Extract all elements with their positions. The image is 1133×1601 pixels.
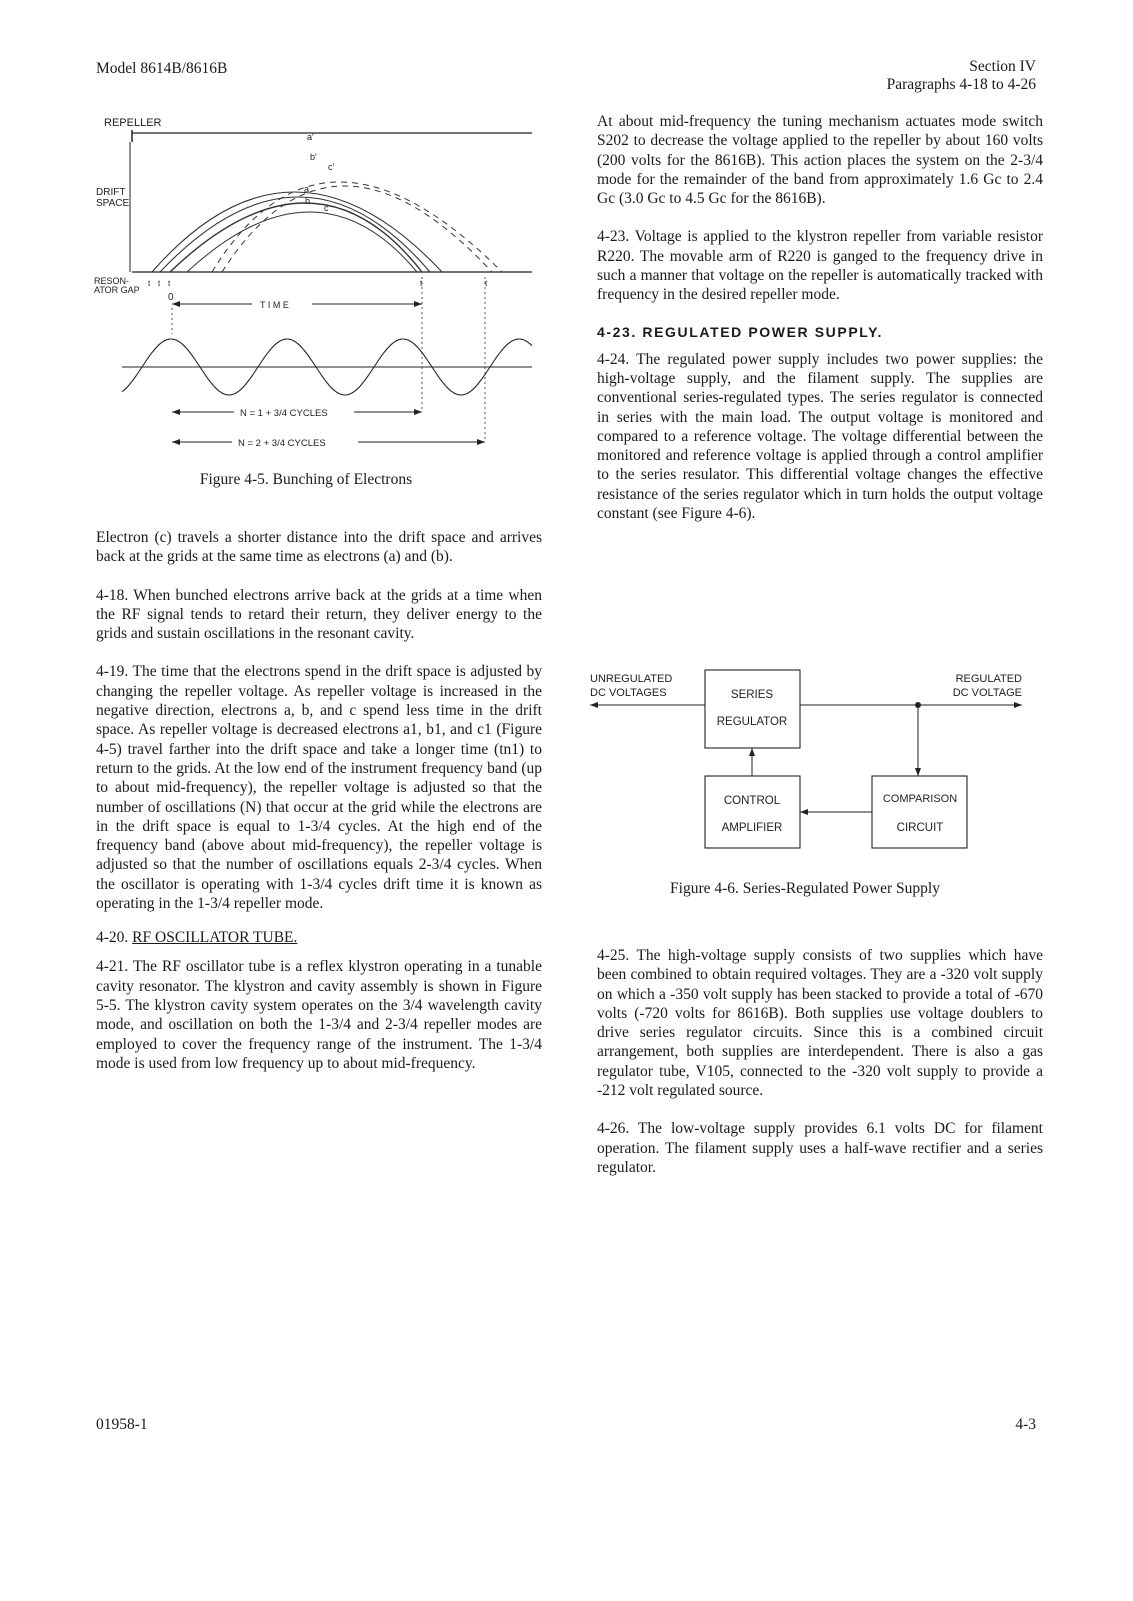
paragraph-4-20-number: 4-20. <box>96 929 129 947</box>
paragraph-4-21: 4-21. The RF oscillator tube is a reflex klystron operating in a tunable cavity resonator. The klystron and cavity assembly is shown in Figure 5-5. The klystron cavity system operates on the 3/4 wavelength cavity mode, and oscillation on both the 1-3/4 and 2-3/4 repeller modes are employed to cover the frequency range of the instrument. The 1-3/4 mode is used from low frequency up to about mid-frequency. <box>96 958 542 1072</box>
time-tick-labels <box>148 279 488 288</box>
label-n2: N = 2 + 3/4 CYCLES <box>238 438 326 449</box>
svg-text:t: t <box>168 279 171 288</box>
figure-4-6-block-diagram <box>590 668 1050 868</box>
svg-text:c: c <box>324 203 329 213</box>
header-model: Model 8614B/8616B <box>96 60 228 77</box>
label-drift: DRIFT <box>96 187 126 198</box>
footer-doc-number: 01958-1 <box>96 1416 148 1433</box>
left-column <box>96 528 542 1073</box>
paragraph-4-19: 4-19. The time that the electrons spend in the drift space is adjusted by changing the repeller voltage. As repeller voltage is increased in the negative direction, electrons a, b, and c spend less time in the drift space. As repeller voltage is decreased electrons a1, b1, and c1 (Figure 4-5) travel farther into the drift space and take a longer time (tn1) to return to the grids. At the low end of the instrument frequency band (up to about mid-frequency), the repeller voltage is adjusted so that the number of oscillations (N) that occur at the grid while the electrons are in the drift space is equal to 1-3/4 cycles. At the high end of the frequency band (above about mid-frequency), the repeller voltage is adjusted so that the number of oscillations equals 2-3/4 cycles. When the oscillator is operating with 1-3/4 cycles drift time it is known as operating in the 1-3/4 repeller mode. <box>96 663 542 913</box>
label-dc-voltages: DC VOLTAGES <box>590 687 667 699</box>
control-amplifier-box <box>705 776 800 848</box>
label-n1: N = 1 + 3/4 CYCLES <box>240 408 328 419</box>
label-repeller: REPELLER <box>104 117 162 129</box>
svg-text:a: a <box>304 184 310 194</box>
paragraph-electron-c: Electron (c) travels a shorter distance into the drift space and arrives back at the grids at the same time as electrons (a) and (b). <box>96 529 542 566</box>
label-zero: 0 <box>168 292 174 303</box>
svg-text:t: t <box>148 279 151 288</box>
header-section-block <box>887 58 1036 94</box>
label-reson: RESON- <box>94 276 130 286</box>
paragraph-4-26: 4-26. The low-voltage supply provides 6.1 volts DC for filament operation. The filament supply uses a half-wave rectifier and a series regulator. <box>597 1120 1043 1176</box>
paragraph-4-20-title <box>96 929 542 947</box>
figure-4-5-bunching-diagram <box>92 112 552 472</box>
svg-text:b: b <box>305 196 311 206</box>
footer-page-number: 4-3 <box>1015 1416 1036 1433</box>
right-column-lower <box>597 946 1043 1177</box>
section-heading-regulated-power-supply: 4-23. REGULATED POWER SUPPLY. <box>597 323 884 340</box>
paragraph-4-23a: 4-23. Voltage is applied to the klystron repeller from variable resistor R220. The movable arm of R220 is ganged to the frequency drive in such a manner that voltage on the repeller is automatically tracked with frequency in the desired repeller mode. <box>597 228 1043 304</box>
paragraph-4-25: 4-25. The high-voltage supply consists of two supplies which have been combined to obtain required voltages. They are a -320 volt supply on which a -350 volt supply has been stacked to provide a total of -670 volts (-720 volts for 8616B). Both supplies use voltage doublers to drive series regulator circuits. Since this is a combined circuit arrangement, both supplies are interdependent. There is also a gas regulator tube, V105, connected to the -320 volt supply to provide a -212 volt regulated source. <box>597 947 1043 1100</box>
header-section: Section IV <box>969 58 1036 75</box>
comparison-circuit-box <box>872 776 967 848</box>
comparison-label-1: COMPARISON <box>882 793 958 805</box>
paragraph-4-18: 4-18. When bunched electrons arrive back at the grids at a time when the RF signal tends to retard their return, they deliver energy to the grids and sustain oscillations in the resonant cavity. <box>96 586 542 643</box>
control-label-2: AMPLIFIER <box>721 822 783 834</box>
right-column <box>597 112 1043 523</box>
svg-text:t: t <box>420 279 423 288</box>
svg-text:t: t <box>485 279 488 288</box>
header-paragraphs: Paragraphs 4-18 to 4-26 <box>886 76 1036 93</box>
series-regulator-box <box>705 670 800 748</box>
paragraph-mid-frequency: At about mid-frequency the tuning mechanism actuates mode switch S202 to decrease the voltage applied to the repeller by about 160 volts (200 volts for the 8616B). This action places the system on the 2-3/4 mode for the remainder of the band from approximately 1.6 Gc to 2.4 Gc (3.0 Gc to 4.5 Gc for the 8616B). <box>597 113 1043 208</box>
label-unregulated: UNREGULATED <box>590 673 673 685</box>
comparison-label-2: CIRCUIT <box>896 822 944 834</box>
svg-text:t: t <box>158 279 161 288</box>
figure-4-6-caption: Figure 4-6. Series-Regulated Power Supply <box>670 880 940 897</box>
svg-text:a': a' <box>307 132 314 142</box>
label-regulated: REGULATED <box>955 673 1022 685</box>
paragraph-4-20-heading: RF OSCILLATOR TUBE. <box>132 929 298 947</box>
series-label-1: SERIES <box>730 689 774 701</box>
series-label-2: REGULATOR <box>716 716 788 728</box>
label-ator-gap: ATOR GAP <box>94 285 140 295</box>
svg-text:b': b' <box>310 152 317 162</box>
svg-text:c': c' <box>328 162 335 172</box>
control-label-1: CONTROL <box>723 795 781 807</box>
electron-paths <box>152 182 502 272</box>
paragraph-4-24: 4-24. The regulated power supply includes two power supplies: the high-voltage supply, and the filament supply. The supplies are conventional series-regulated types. The series regulator is connected in series with the main load. The output voltage is monitored and compared to a reference voltage. The voltage differential between the monitored and reference voltage is applied through a control amplifier to the series resulator. This differential voltage changes the effective resistance of the series regulator which in turn holds the output voltage constant (see Figure 4-6). <box>597 350 1043 523</box>
label-time: T I M E <box>260 300 289 310</box>
label-dc-voltage: DC VOLTAGE <box>952 687 1022 699</box>
label-space: SPACE <box>96 198 130 209</box>
figure-4-5-caption: Figure 4-5. Bunching of Electrons <box>199 471 413 488</box>
